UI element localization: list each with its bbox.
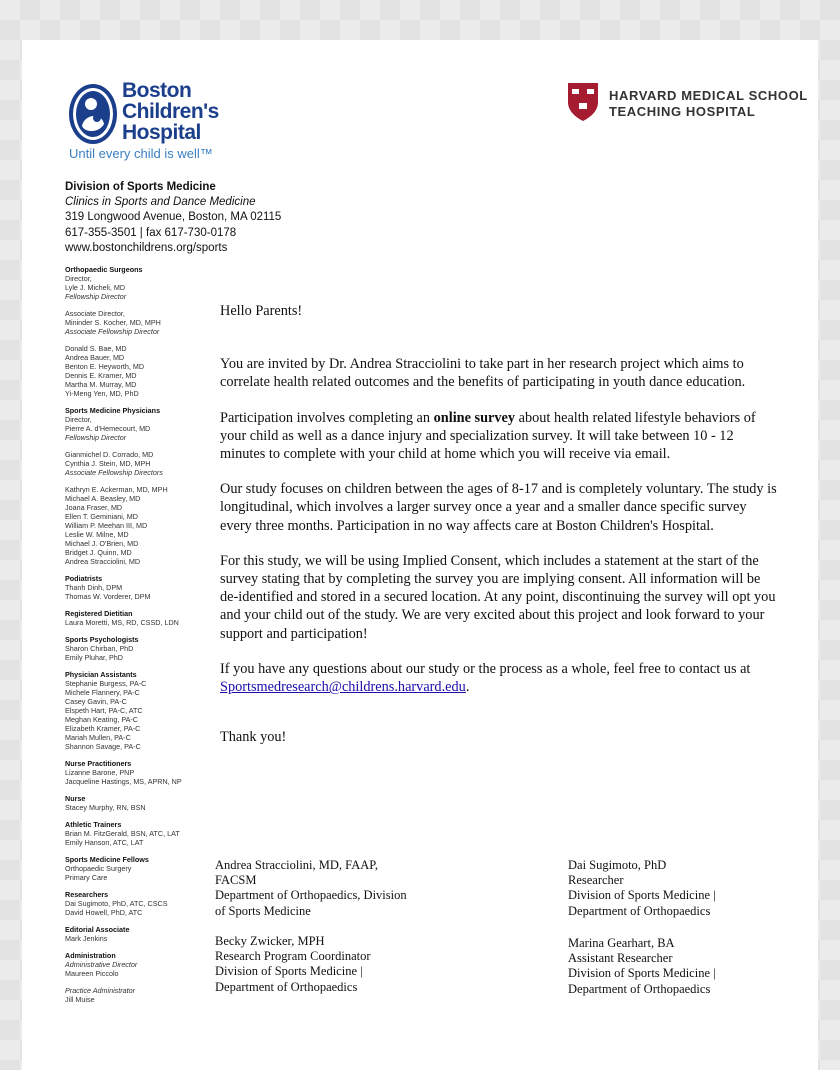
signature-sugimoto [568, 858, 788, 919]
sig-line: Dai Sugimoto, PhD [568, 858, 667, 872]
sidebar-group [65, 951, 215, 978]
closing: Thank you! [220, 729, 287, 746]
sidebar-staff-line: Emily Hanson, ATC, LAT [65, 838, 144, 847]
paragraph-participation [220, 409, 780, 464]
sidebar-section-title: Sports Psychologists [65, 635, 139, 644]
greeting: Hello Parents! [220, 303, 303, 319]
boston-childrens-logo [67, 80, 237, 165]
sidebar-group [65, 820, 215, 847]
sidebar-staff-line: Elizabeth Kramer, PA-C [65, 724, 141, 733]
sidebar-group [65, 794, 215, 812]
sidebar-staff-line: Brian M. FitzGerald, BSN, ATC, LAT [65, 829, 180, 838]
letter-page [22, 40, 818, 1070]
sig-line: Division of Sports Medicine | [568, 966, 716, 981]
sidebar-staff-line: Michael A. Beasley, MD [65, 494, 141, 503]
sidebar-staff-line: Shannon Savage, PA-C [65, 742, 141, 751]
sidebar-section-title: Podiatrists [65, 574, 103, 583]
sidebar-staff-line: Casey Gavin, PA-C [65, 697, 127, 706]
sig-line: Researcher [568, 873, 624, 888]
sidebar-section-title: Administration [65, 951, 116, 960]
sidebar-staff-line: Primary Care [65, 873, 108, 882]
sidebar-staff-line: Bridget J. Quinn, MD [65, 548, 132, 557]
division-name: Division of Sports Medicine [65, 181, 216, 193]
sidebar-staff-line: Lizanne Barone, PNP [65, 768, 135, 777]
staff-sidebar [65, 265, 215, 1012]
sidebar-role: Associate Fellowship Director [65, 327, 160, 336]
sidebar-group [65, 485, 215, 566]
sidebar-staff-line: Sharon Chirban, PhD [65, 644, 134, 653]
sig-line: of Sports Medicine [215, 903, 311, 918]
paragraph-study-focus: Our study focuses on children between the ages of 8-17 and is completely voluntary. The study is longitudinal, which involves a larger survey once a year and a smaller dance specific survey every three months. Participation in no way affects care at Boston Children's Hospital. [220, 481, 777, 534]
bch-word-2: Children's [122, 100, 219, 123]
sidebar-section-title: Nurse Practitioners [65, 759, 132, 768]
sidebar-staff-line: Michele Flannery, PA-C [65, 688, 140, 697]
sidebar-staff-line: William P. Meehan III, MD [65, 521, 148, 530]
hms-line-2: TEACHING HOSPITAL [609, 104, 756, 119]
sig-line: Marina Gearhart, BA [568, 936, 675, 950]
sidebar-staff-line: Meghan Keating, PA-C [65, 715, 138, 724]
online-survey-emphasis: online survey [433, 409, 516, 426]
sidebar-section-title: Athletic Trainers [65, 820, 122, 829]
signature-stracciolini [215, 858, 435, 919]
sidebar-section-title: Sports Medicine Physicians [65, 406, 161, 415]
sidebar-section-title: Orthopaedic Surgeons [65, 265, 143, 274]
sidebar-role: Administrative Director [65, 960, 138, 969]
sidebar-section-title: Researchers [65, 890, 109, 899]
sig-line: Division of Sports Medicine | [215, 964, 363, 979]
sidebar-role: Associate Fellowship Directors [65, 468, 163, 477]
sidebar-group [65, 406, 215, 442]
sidebar-staff-line: Gianmichel D. Corrado, MD [65, 450, 154, 459]
sidebar-staff-line: Mariah Mullen, PA-C [65, 733, 131, 742]
sidebar-group [65, 344, 215, 398]
sidebar-group [65, 890, 215, 917]
sidebar-staff-line: Jill Muise [65, 995, 95, 1004]
sidebar-staff-line: Lyle J. Micheli, MD [65, 283, 126, 292]
sidebar-staff-line: Elspeth Hart, PA-C, ATC [65, 706, 143, 715]
sidebar-group [65, 986, 215, 1004]
bch-word-1: Boston [122, 79, 192, 102]
sig-line: Andrea Stracciolini, MD, FAAP, [215, 858, 378, 872]
sig-line: Department of Orthopaedics [215, 979, 358, 994]
sidebar-staff-line: Andrea Stracciolini, MD [65, 557, 141, 566]
sidebar-staff-line: Cynthia J. Stein, MD, MPH [65, 459, 151, 468]
bch-word-3: Hospital [122, 121, 201, 144]
sidebar-staff-line: Orthopaedic Surgery [65, 864, 132, 873]
division-address-block [65, 180, 281, 256]
sidebar-staff-line: Jacqueline Hastings, MS, APRN, NP [65, 777, 182, 786]
sidebar-staff-line: Ellen T. Geminiani, MD [65, 512, 138, 521]
hms-line-1: HARVARD MEDICAL SCHOOL [609, 88, 808, 103]
sidebar-staff-line: Leslie W. Milne, MD [65, 530, 129, 539]
sig-line: Research Program Coordinator [215, 949, 371, 964]
sidebar-group [65, 670, 215, 751]
sidebar-group [65, 450, 215, 477]
sidebar-group [65, 855, 215, 882]
division-phone: 617-355-3501 | fax 617-730-0178 [65, 226, 237, 239]
division-subtitle: Clinics in Sports and Dance Medicine [65, 196, 256, 209]
sidebar-group [65, 635, 215, 662]
sidebar-staff-line: Associate Director, [65, 309, 125, 318]
sidebar-staff-line: Stephanie Burgess, PA-C [65, 679, 147, 688]
sidebar-staff-line: Director, [65, 274, 92, 283]
sig-line: Department of Orthopaedics, Division [215, 888, 407, 903]
sidebar-staff-line: Joana Fraser, MD [65, 503, 123, 512]
sidebar-staff-line: Dennis E. Kramer, MD [65, 371, 137, 380]
harvard-medical-school-logo [567, 82, 808, 126]
sidebar-staff-line: Andrea Bauer, MD [65, 353, 125, 362]
division-address: 319 Longwood Avenue, Boston, MA 02115 [65, 211, 282, 224]
sidebar-section-title: Registered Dietitian [65, 609, 133, 618]
sidebar-role: Fellowship Director [65, 292, 127, 301]
p5-text-before: If you have any questions about our study or the process as a whole, feel free to contact us at [220, 660, 751, 677]
sidebar-section-title: Nurse [65, 794, 86, 803]
sidebar-group [65, 265, 215, 301]
division-website[interactable]: www.bostonchildrens.org/sports [65, 241, 228, 254]
signature-gearhart [568, 936, 788, 997]
sig-line: Department of Orthopaedics [568, 981, 711, 996]
sidebar-staff-line: Donald S. Bae, MD [65, 344, 127, 353]
sig-line: Division of Sports Medicine | [568, 888, 716, 903]
harvard-shield-icon [567, 82, 599, 122]
sidebar-staff-line: Mark Jenkins [65, 934, 108, 943]
sidebar-section-title: Editorial Associate [65, 925, 130, 934]
p5-text-after: . [465, 679, 470, 696]
signature-zwicker [215, 934, 435, 995]
sidebar-staff-line: Martha M. Murray, MD [65, 380, 137, 389]
sidebar-staff-line: Pierre A. d'Hemecourt, MD [65, 424, 151, 433]
sidebar-role: Fellowship Director [65, 433, 127, 442]
p2-text-after: about health related lifestyle behaviors of your child as well as a dance injury and specialization survey. It will take between 10 - 12 minutes to complete with your child at home which you will receive via email. [220, 409, 756, 463]
sidebar-staff-line: Emily Pluhar, PhD [65, 653, 123, 662]
sidebar-staff-line: Maureen Piccolo [65, 969, 119, 978]
contact-email-link[interactable]: Sportsmedresearch@childrens.harvard.edu [220, 679, 466, 696]
sidebar-section-title: Physician Assistants [65, 670, 137, 679]
bch-tagline: Until every child is well™ [69, 146, 213, 161]
sidebar-group [65, 609, 215, 627]
sidebar-group [65, 309, 215, 336]
letter-body [220, 302, 780, 746]
sig-line: Becky Zwicker, MPH [215, 934, 325, 948]
sidebar-staff-line: Michael J. O'Brien, MD [65, 539, 139, 548]
sidebar-staff-line: Benton E. Heyworth, MD [65, 362, 145, 371]
bch-seal-icon [67, 82, 119, 146]
sidebar-staff-line: Thanh Dinh, DPM [65, 583, 123, 592]
sidebar-staff-line: Director, [65, 415, 92, 424]
sidebar-section-title: Sports Medicine Fellows [65, 855, 149, 864]
sidebar-staff-line: Kathryn E. Ackerman, MD, MPH [65, 485, 168, 494]
sidebar-group [65, 925, 215, 943]
sig-line: Assistant Researcher [568, 951, 673, 966]
sidebar-staff-line: Thomas W. Vorderer, DPM [65, 592, 151, 601]
sidebar-staff-line: Stacey Murphy, RN, BSN [65, 803, 146, 812]
paragraph-invitation: You are invited by Dr. Andrea Stracciolini to take part in her research project which aims to correlate health related outcomes and the benefits of participating in youth dance education. [220, 356, 746, 391]
paragraph-contact [220, 660, 780, 696]
sidebar-staff-line: David Howell, PhD, ATC [65, 908, 143, 917]
sig-line: Department of Orthopaedics [568, 903, 711, 918]
paragraph-consent: For this study, we will be using Implied Consent, which includes a statement at the start of the survey stating that by completing the survey you are implying consent. All information will be de-identified and stored in a secured location. At any point, discontinuing the survey will opt you and your child out of the study. We are very excited about this project and look forward to your support and participation! [220, 552, 776, 642]
sidebar-staff-line: Mininder S. Kocher, MD, MPH [65, 318, 161, 327]
sidebar-staff-line: Laura Moretti, MS, RD, CSSD, LDN [65, 618, 179, 627]
sidebar-staff-line: Dai Sugimoto, PhD, ATC, CSCS [65, 899, 168, 908]
sig-line: FACSM [215, 873, 257, 888]
p2-text-before: Participation involves completing an [220, 409, 434, 426]
sidebar-staff-line: Yi-Meng Yen, MD, PhD [65, 389, 139, 398]
sidebar-group [65, 759, 215, 786]
sidebar-group [65, 574, 215, 601]
sidebar-role: Practice Administrator [65, 986, 136, 995]
